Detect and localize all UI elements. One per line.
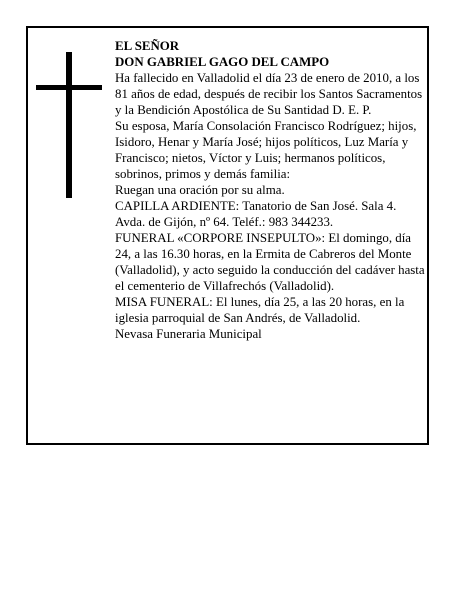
prayer-request: Ruegan una oración por su alma. — [115, 183, 285, 197]
cross-vertical-bar — [66, 52, 72, 198]
funeral-home: Nevasa Funeraria Municipal — [115, 327, 262, 341]
family-list: Su esposa, María Consolación Francisco Rodríguez; hijos, Isidoro, Henar y María José; hijos políticos, Luz María y Francisco; nietos, Víctor y Luis; hermanos políticos, sobrinos, primos y demás familia: — [115, 119, 417, 181]
funeral-info: FUNERAL «CORPORE INSEPULTO»: El domingo, día 24, a las 16.30 horas, en la Ermita de Cabreros del Monte (Valladolid), y acto seguido la conducción del cadáver hasta el cementerio de Villafrechós (Valladolid). — [115, 231, 425, 293]
latin-cross-icon — [36, 52, 102, 198]
deceased-name: DON GABRIEL GAGO DEL CAMPO — [115, 55, 330, 69]
notice-heading: EL SEÑOR — [115, 39, 180, 53]
cross-horizontal-bar — [36, 85, 102, 90]
mass-info: MISA FUNERAL: El lunes, día 25, a las 20 horas, en la iglesia parroquial de San Andrés, de Valladolid. — [115, 295, 405, 325]
obituary-text-block — [115, 38, 425, 342]
chapel-info: CAPILLA ARDIENTE: Tanatorio de San José. Sala 4. Avda. de Gijón, nº 64. Teléf.: 983 344233. — [115, 199, 397, 229]
death-announcement: Ha fallecido en Valladolid el día 23 de enero de 2010, a los 81 años de edad, después de recibir los Santos Sacramentos y la Bendición Apostólica de Su Santidad D. E. P. — [115, 71, 423, 117]
